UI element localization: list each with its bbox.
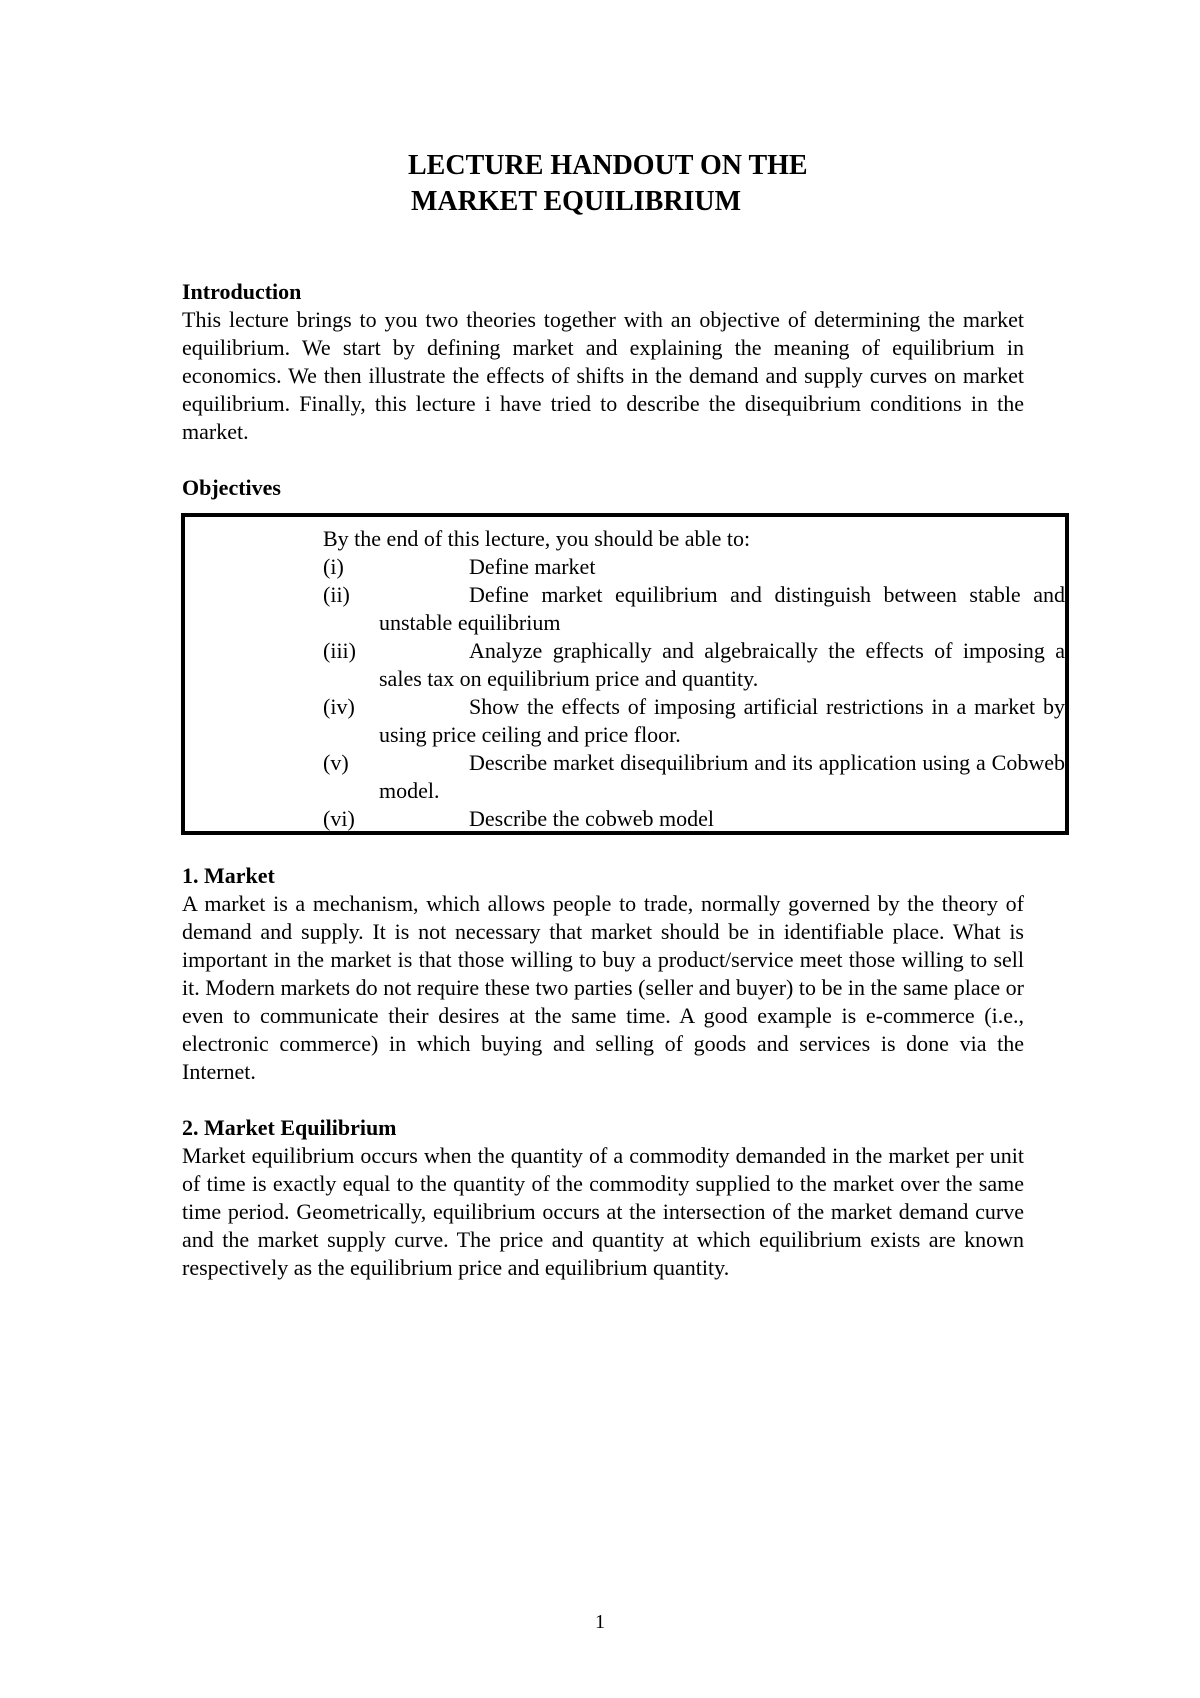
objective-number: (vi) bbox=[323, 806, 355, 831]
introduction-heading: Introduction bbox=[182, 279, 302, 304]
market-heading: 1. Market bbox=[182, 863, 275, 888]
objective-item bbox=[323, 637, 1065, 693]
market-text: A market is a mechanism, which allows people to trade, normally governed by the theory of demand and supply. It is not necessary that market should be in identifiable place. What is important in the market is that those willing to buy a product/service meet those willing to sell it. Modern markets do not require these two parties (seller and buyer) to be in the same place or even to communicate their desires at the same time. A good example is e-commerce (i.e., electronic commerce) in which buying and selling of goods and services is done via the Internet. bbox=[182, 891, 1024, 1084]
market-equilibrium-heading: 2. Market Equilibrium bbox=[182, 1115, 397, 1140]
market-equilibrium-section bbox=[182, 1114, 1024, 1282]
introduction-section bbox=[182, 278, 1024, 446]
objective-text: Define market bbox=[469, 554, 596, 579]
market-equilibrium-text: Market equilibrium occurs when the quantity of a commodity demanded in the market per unit of time is exactly equal to the quantity of the commodity supplied to the market over the same time period. Geometrically, equilibrium occurs at the intersection of the market demand curve and the market supply curve. The price and quantity at which equilibrium exists are known respectively as the equilibrium price and equilibrium quantity. bbox=[182, 1143, 1024, 1280]
objectives-list bbox=[323, 553, 1065, 833]
objectives-intro: By the end of this lecture, you should be able to: bbox=[323, 526, 751, 551]
title-line-2: MARKET EQUILIBRIUM bbox=[411, 186, 742, 217]
market-section bbox=[182, 862, 1024, 1086]
objective-text: Analyze graphically and algebraically the effects of imposing a sales tax on equilibrium price and quantity. bbox=[379, 638, 1065, 691]
objective-text: Define market equilibrium and distinguish between stable and unstable equilibrium bbox=[379, 582, 1065, 635]
objective-number: (iv) bbox=[323, 694, 355, 719]
objective-item bbox=[323, 693, 1065, 749]
objectives-section bbox=[182, 474, 1024, 502]
page-number: 1 bbox=[595, 1611, 605, 1633]
document-title bbox=[408, 148, 808, 220]
objective-number: (iii) bbox=[323, 638, 356, 663]
objective-item bbox=[323, 553, 1065, 581]
objective-item bbox=[323, 749, 1065, 805]
objective-text: Show the effects of imposing artificial restrictions in a market by using price ceiling and price floor. bbox=[379, 694, 1065, 747]
objective-item bbox=[323, 581, 1065, 637]
objective-text: Describe market disequilibrium and its application using a Cobweb model. bbox=[379, 750, 1065, 803]
objective-text: Describe the cobweb model bbox=[469, 806, 714, 831]
objective-number: (i) bbox=[323, 554, 344, 579]
objective-number: (v) bbox=[323, 750, 349, 775]
title-line-1: LECTURE HANDOUT ON THE bbox=[408, 150, 808, 181]
objectives-box bbox=[181, 513, 1069, 835]
objective-number: (ii) bbox=[323, 582, 350, 607]
objectives-heading: Objectives bbox=[182, 475, 281, 500]
introduction-text: This lecture brings to you two theories together with an objective of determining the market equilibrium. We start by defining market and explaining the meaning of equilibrium in economics. We then illustrate the effects of shifts in the demand and supply curves on market equilibrium. Finally, this lecture i have tried to describe the disequibrium conditions in the market. bbox=[182, 307, 1024, 444]
objective-item bbox=[323, 805, 1065, 833]
